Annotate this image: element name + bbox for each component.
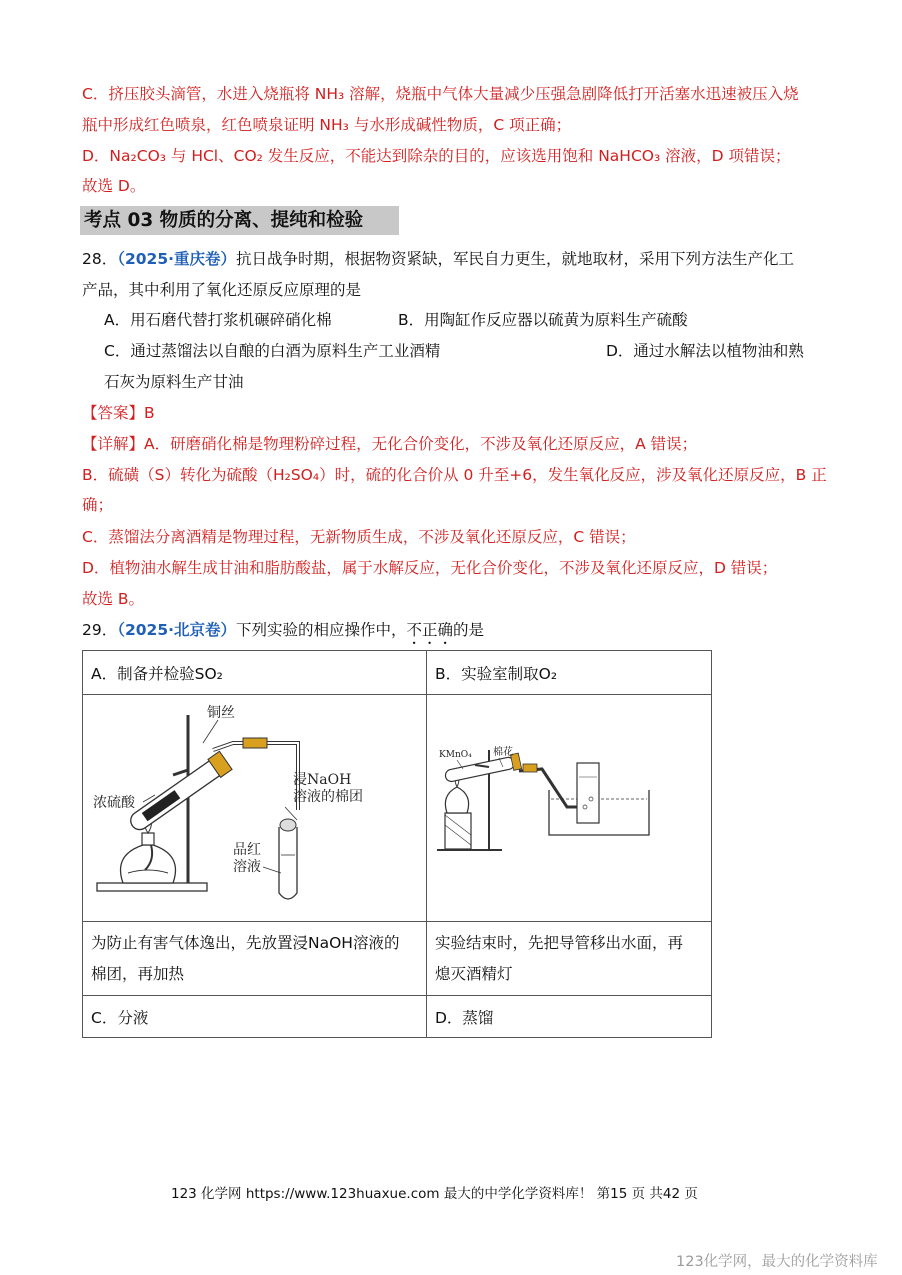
figure-b-oxygen-apparatus <box>427 695 711 917</box>
q28-stem1: 抗日战争时期，根据物资紧缺，军民自力更生，就地取材，采用下列方法生产化工 <box>236 250 795 268</box>
q29-stem <box>82 620 484 648</box>
label-magenta-line2: 溶液 <box>233 859 261 875</box>
watermark: 123化学网，最大的化学资料库 <box>676 1254 878 1270</box>
q29-figure-b-cell <box>427 695 712 922</box>
label-copper-wire: 铜丝 <box>207 705 235 721</box>
q28-detail-a-text: A．研磨硝化棉是物理粉碎过程，无化合价变化，不涉及氧化还原反应，A 错误； <box>144 435 698 453</box>
alcohol-lamp <box>121 845 176 883</box>
prev-option-c-line2: 瓶中形成红色喷泉，红色喷泉证明 NH₃ 与水形成碱性物质，C 项正确； <box>82 116 572 134</box>
alcohol-lamp-b <box>445 787 468 813</box>
test-tube-a <box>126 751 232 834</box>
q28-stem-line2: 产品，其中利用了氧化还原反应原理的是 <box>82 281 362 299</box>
label-naoh-line1: 浸NaOH <box>293 772 352 788</box>
q29-stem-post: 的是 <box>453 621 485 639</box>
q29-desc-a-line2: 棉团，再加热 <box>91 964 185 983</box>
q28-source: （2025·重庆卷） <box>117 250 237 268</box>
section-heading: 考点 03 物质的分离、提纯和检验 <box>80 206 399 235</box>
test-tube-b <box>279 827 297 899</box>
q28-answer: 【答案】B <box>82 404 155 422</box>
label-naoh-line2: 溶液的棉团 <box>293 789 363 805</box>
prev-conclusion: 故选 D。 <box>82 177 146 195</box>
label-kmno4: KMnO₄ <box>439 750 472 760</box>
gas-collecting-bottle <box>577 763 599 823</box>
q28-conclusion: 故选 B。 <box>82 590 145 608</box>
q28-option-b: B．用陶缸作反应器以硫黄为原料生产硫酸 <box>398 311 688 329</box>
q29-options-table <box>82 650 712 1038</box>
q29-stem-emphasis: 不正确 <box>406 621 454 639</box>
label-conc-sulfuric-acid: 浓硫酸 <box>93 795 135 811</box>
q29-desc-a-line1: 为防止有害气体逸出，先放置浸NaOH溶液的 <box>91 933 400 952</box>
q29-stem-pre: 下列实验的相应操作中， <box>236 621 407 639</box>
q28-option-d-line1: D．通过水解法以植物油和熟 <box>606 342 804 360</box>
q29-desc-b-line2: 熄灭酒精灯 <box>435 964 513 983</box>
page-footer: 123 化学网 https://www.123huaxue.com 最大的中学化学资料库！ 第15 页 共42 页 <box>171 1186 698 1202</box>
figure-a-so2-apparatus <box>83 695 426 917</box>
q29-desc-b-line1: 实验结束时，先把导管移出水面，再 <box>435 933 684 952</box>
q29-figure-a-cell <box>83 695 427 922</box>
prev-option-c-line1: C．挤压胶头滴管，水进入烧瓶将 NH₃ 溶解，烧瓶中气体大量减少压强急剧降低打开活塞水迅速被压入烧 <box>82 85 799 103</box>
label-cotton: 棉花 <box>493 747 513 758</box>
q28-option-d-line2: 石灰为原料生产甘油 <box>104 373 244 391</box>
q28-stem-line1 <box>82 249 794 269</box>
q29-cell-d-title: D．蒸馏 <box>427 996 712 1038</box>
q28-detail-a <box>82 434 697 454</box>
q28-option-a: A．用石磨代替打浆机碾碎硝化棉 <box>104 311 332 329</box>
q29-number: 29． <box>82 621 118 639</box>
prev-option-d: D．Na₂CO₃ 与 HCl、CO₂ 发生反应，不能达到除杂的目的，应该选用饱和 NaHCO₃ 溶液，D 项错误； <box>82 147 791 165</box>
q28-detail-d: D．植物油水解生成甘油和脂肪酸盐，属于水解反应，无化合价变化，不涉及氧化还原反应，D 错误； <box>82 559 778 577</box>
q28-detail-label: 【详解】 <box>82 435 145 453</box>
q28-detail-b-line1: B．硫磺（S）转化为硫酸（H₂SO₄）时，硫的化合价从 0 升至+6，发生氧化反应，涉及氧化还原反应，B 正 <box>82 466 827 484</box>
naoh-cotton <box>280 819 296 831</box>
q28-detail-c: C．蒸馏法分离酒精是物理过程，无新物质生成，不涉及氧化还原反应，C 错误； <box>82 528 636 546</box>
wood-block <box>445 813 471 849</box>
q29-cell-b-desc <box>427 922 712 996</box>
q28-detail-b-line2: 确； <box>82 496 114 514</box>
rubber-joint <box>243 738 267 748</box>
delivery-tube <box>213 743 298 810</box>
q29-cell-c-title: C．分液 <box>83 996 427 1038</box>
q29-cell-b-title: B．实验室制取O₂ <box>427 651 712 695</box>
q29-cell-a-title: A．制备并检验SO₂ <box>83 651 427 695</box>
q28-option-c: C．通过蒸馏法以自酿的白酒为原料生产工业酒精 <box>104 342 441 360</box>
q28-number: 28． <box>82 250 118 268</box>
q29-cell-a-desc <box>83 922 427 996</box>
stand-base <box>97 883 207 891</box>
label-magenta-line1: 品红 <box>233 842 261 858</box>
q29-source: （2025·北京卷） <box>117 621 237 639</box>
